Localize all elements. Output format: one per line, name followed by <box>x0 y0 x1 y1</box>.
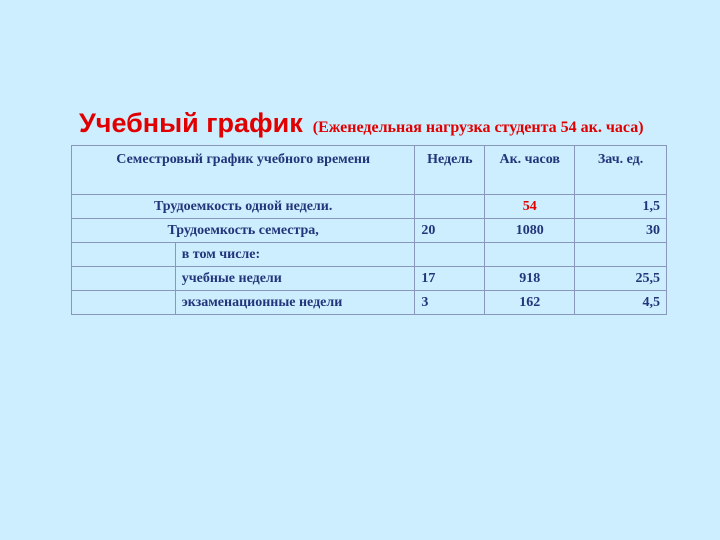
row-including-label: в том числе: <box>175 243 415 267</box>
header-hours: Ак. часов <box>485 146 575 195</box>
page-title <box>79 108 644 139</box>
table-row <box>72 291 667 315</box>
indent-cell <box>72 243 176 267</box>
title-subtitle: (Еженедельная нагрузка студента 54 ак. часа) <box>312 119 644 136</box>
empty-cell <box>575 243 667 267</box>
row-exam-weeks-hours: 162 <box>485 291 575 315</box>
table-row <box>72 219 667 243</box>
row-study-weeks-credits: 25,5 <box>575 267 667 291</box>
indent-cell <box>72 267 176 291</box>
title-main: Учебный график <box>79 108 303 138</box>
row-semester-load-credits: 30 <box>575 219 667 243</box>
row-week-load-weeks <box>415 195 485 219</box>
indent-cell <box>72 291 176 315</box>
empty-cell <box>485 243 575 267</box>
table-row <box>72 267 667 291</box>
row-exam-weeks-credits: 4,5 <box>575 291 667 315</box>
row-semester-load-label: Трудоемкость семестра, <box>72 219 415 243</box>
row-study-weeks-label: учебные недели <box>175 267 415 291</box>
schedule-table <box>71 145 667 315</box>
row-week-load-label: Трудоемкость одной недели. <box>72 195 415 219</box>
row-week-load-credits: 1,5 <box>575 195 667 219</box>
table-header-row <box>72 146 667 195</box>
row-study-weeks-hours: 918 <box>485 267 575 291</box>
row-exam-weeks-weeks: 3 <box>415 291 485 315</box>
empty-cell <box>415 243 485 267</box>
header-credits: Зач. ед. <box>575 146 667 195</box>
row-week-load-hours: 54 <box>485 195 575 219</box>
row-study-weeks-weeks: 17 <box>415 267 485 291</box>
header-schedule: Семестровый график учебного времени <box>72 146 415 195</box>
table-row <box>72 195 667 219</box>
row-semester-load-weeks: 20 <box>415 219 485 243</box>
table-row <box>72 243 667 267</box>
row-semester-load-hours: 1080 <box>485 219 575 243</box>
row-exam-weeks-label: экзаменационные недели <box>175 291 415 315</box>
header-weeks: Недель <box>415 146 485 195</box>
